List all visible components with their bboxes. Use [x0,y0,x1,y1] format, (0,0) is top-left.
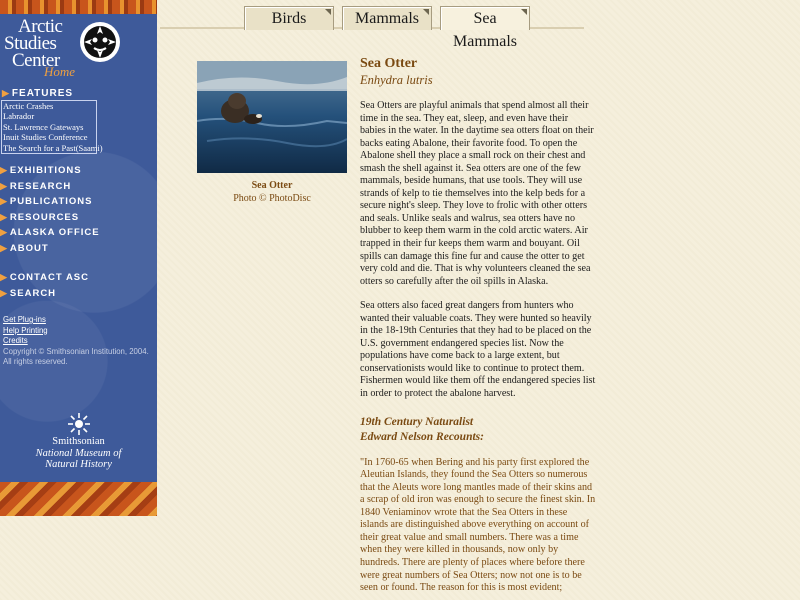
caption-credit: Photo © PhotoDisc [233,193,311,204]
logo-line-2: Studies [4,33,57,54]
nav-contact-asc[interactable] [0,270,157,286]
secondary-nav [0,270,157,301]
tab-birds[interactable] [244,6,334,30]
features-list [1,100,103,154]
corner-fold-icon [521,9,527,15]
nelson-quote: "In 1760-65 when Bering and his party first explored the Aleutian Islands, they found the Sea Otters so numerous that the Aleuts wore long mantles made of their skins and a scrap of old iron was enough to secure the finest skin. In 1840 Veniaminov wrote that the Sea Otters in these islands are distinguished above everything on account of their great value and small numbers. There was a time when they were killed in thousands, now only by hundreds. There are plenty of places where before there were great numbers of Sea Otters; now not one is to be seen or found. The reason for this is most evident; [360,456,596,594]
article-title: Sea Otter [360,56,418,71]
logo-home-link[interactable]: Home [44,64,76,79]
get-plugins-link[interactable]: Get Plug-ins [3,315,46,324]
article [360,56,596,595]
latin-name: Enhydra lutris [360,73,433,87]
feature-inuit-studies-conference[interactable]: Inuit Studies Conference [3,132,88,143]
tribal-border-bottom [0,482,157,516]
rights-text: All rights reserved. [3,356,68,366]
chevron-right-icon: ▶ [0,180,8,191]
feature-st-lawrence-gateways[interactable]: St. Lawrence Gateways [3,121,84,132]
credits-link[interactable]: Credits [3,336,28,345]
photo-caption [197,180,347,205]
tab-mammals-label: Mammals [355,10,419,27]
arctic-studies-center-logo[interactable] [4,18,154,82]
nav-about[interactable] [0,241,157,257]
chevron-right-icon: ▶ [0,165,8,175]
feature-search-for-a-past[interactable]: The Search for a Past(Saami) [3,142,103,153]
corner-fold-icon [423,9,429,15]
chevron-right-icon: ▶ [0,227,8,237]
sidebar [0,0,157,516]
tab-sea-mammals-label: Sea Mammals [453,10,517,50]
nav-about-label: ABOUT [9,242,49,254]
nav-publications[interactable] [0,194,157,210]
nav-research-label: RESEARCH [9,180,72,192]
smithsonian-logo[interactable] [0,412,157,471]
tab-birds-label: Birds [271,10,307,27]
logo-line-3: Center [12,50,60,71]
chevron-right-icon: ▶ [0,272,8,282]
primary-nav [0,163,157,256]
nav-search[interactable] [0,286,157,302]
chevron-right-icon: ▶ [2,88,10,98]
help-printing-link[interactable]: Help Printing [3,325,48,335]
nav-alaska-office-label: ALASKA OFFICE [9,227,100,238]
chevron-right-icon: ▶ [0,242,8,253]
nav-contact-asc-label: CONTACT ASC [9,272,89,283]
corner-fold-icon [325,9,331,15]
nav-search-label: SEARCH [9,287,57,299]
nav-research[interactable] [0,179,157,195]
chevron-right-icon: ▶ [0,211,8,222]
features-heading [2,88,73,99]
utility-links [3,315,153,367]
nav-publications-label: PUBLICATIONS [9,196,93,207]
smithsonian-sun-icon [67,412,91,436]
smithsonian-line-3: Natural History [45,459,112,470]
feature-labrador[interactable]: Labrador [3,111,35,122]
features-heading-label: FEATURES [11,88,74,99]
article-paragraph-1: Sea Otters are playful animals that spend almost all their time in the sea. They eat, sleep, and even have their babies in the water. In the daytime sea otters float on their backs eating Abalone, their favorite food. To open the Abalone shell they place a small rock on their chest and smash the shell against it. Sea otters are one of the few mammals, beside humans, that use tools. They will use strands of kelp to tie themselves into the kelp beds for a secure night's sleep. They love to frolic with other otters and seals. Unlike seals and walrus, sea otters have no blubber to keep them warm in the cold arctic waters. Air trapped in their fur keeps them warm and bouyant. Oil spills can damage this fine fur and cause the otter to get very cold and die. That is why volunteers cleaned the sea otters so carefully after the oil spills in Alaska. [360,100,594,287]
caption-title: Sea Otter [251,180,293,191]
nav-alaska-office[interactable] [0,225,157,241]
sea-otter-photo [197,61,347,173]
chevron-right-icon: ▶ [0,287,8,298]
chevron-right-icon: ▶ [0,196,8,206]
copyright-text: Copyright © Smithsonian Institution, 2004. [3,346,149,356]
naturalist-heading: 19th Century Naturalist [360,415,474,428]
logo-line-1: Arctic [18,16,63,37]
tab-mammals[interactable] [342,6,432,30]
nav-resources[interactable] [0,210,157,226]
nav-exhibitions-label: EXHIBITIONS [9,165,82,176]
tribal-border-top [0,0,157,14]
smithsonian-name: Smithsonian [52,436,105,447]
mask-icon [78,20,122,64]
article-paragraph-2: Sea otters also faced great dangers from hunters who wanted their valuable coats. They were hunted so heavily in the 18-19th Centuries that they had to be placed on the U.S. government endangered species list. Now the populations have come back to a large extent, but conservationists would like to continue to protect them. Fishermen would like them off the endangered species list in order to protect the abalone harvest. [360,300,596,400]
naturalist-subheading: Edward Nelson Recounts: [360,430,484,443]
tab-sea-mammals[interactable] [440,6,530,50]
smithsonian-line-2: National Museum of [35,447,122,459]
nav-exhibitions[interactable] [0,163,157,179]
feature-arctic-crashes[interactable]: Arctic Crashes [3,101,54,111]
nav-resources-label: RESOURCES [9,211,80,223]
